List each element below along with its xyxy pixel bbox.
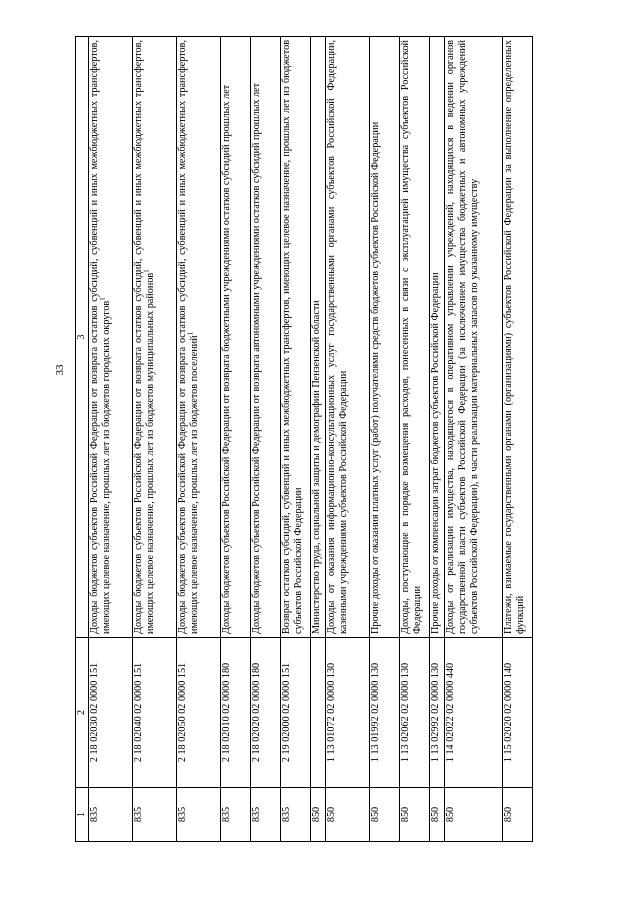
- revenue-codes-table: [75, 36, 533, 842]
- footnote-marker: 1: [142, 269, 151, 273]
- admin-code-cell: 835: [281, 788, 311, 842]
- description-text: Доходы бюджетов субъектов Российской Федерации от возврата остатков субсидий, субвенций и иных межбюджетных трансфертов, имеющих целевое назначение, прошлых лет из бюджетов поселений: [177, 40, 201, 634]
- budget-code-cell: 2 18 02030 02 0000 151: [89, 638, 133, 788]
- description-text: Прочие доходы от компенсации затрат бюджетов субъектов Российской Федерации: [430, 272, 441, 634]
- description-text: Платежи, взимаемые государственными органами (организациями) субъектов Российской Федерации за выполнение определенных функций: [503, 40, 527, 634]
- budget-code-cell: 2 19 02000 02 0000 151: [281, 638, 311, 788]
- table-row: [311, 37, 326, 842]
- admin-code-cell: 835: [221, 788, 251, 842]
- description-cell: [89, 37, 133, 638]
- table-row: [133, 37, 177, 842]
- budget-code-cell: 1 13 01992 02 0000 130: [370, 638, 400, 788]
- table-row: [251, 37, 281, 842]
- table-row: [503, 37, 533, 842]
- admin-code-cell: 835: [89, 788, 133, 842]
- admin-code-cell: 850: [311, 788, 326, 842]
- header-col-1: 1: [76, 788, 89, 842]
- table-row: [221, 37, 251, 842]
- admin-code-cell: 835: [251, 788, 281, 842]
- budget-code-cell: 1 15 02020 02 0000 140: [503, 638, 533, 788]
- admin-code-cell: 850: [430, 788, 445, 842]
- description-cell: [251, 37, 281, 638]
- table-row: [370, 37, 400, 842]
- budget-code-cell: 1 13 01072 02 0000 130: [326, 638, 370, 788]
- description-cell: [503, 37, 533, 638]
- description-text: Возврат остатков субсидий, субвенций и иных межбюджетных трансфертов, имеющих целевое назначение, прошлых лет из бюджетов субъектов Российской Федерации: [281, 40, 305, 634]
- admin-code-cell: 850: [370, 788, 400, 842]
- admin-code-cell: 850: [445, 788, 503, 842]
- description-text: Прочие доходы от оказания платных услуг (работ) получателями средств бюджетов субъектов Российской Федерации: [370, 121, 381, 634]
- description-text: Доходы бюджетов субъектов Российской Федерации от возврата автономными учреждениями остатков субсидий прошлых лет: [251, 82, 262, 634]
- description-text: Доходы бюджетов субъектов Российской Федерации от возврата бюджетными учреждениями остатков субсидий прошлых лет: [221, 84, 232, 634]
- table-row: [89, 37, 133, 842]
- header-col-2: 2: [76, 638, 89, 788]
- header-col-3: 3: [76, 37, 89, 638]
- description-cell: [221, 37, 251, 638]
- table-row: [430, 37, 445, 842]
- budget-code-cell: 1 13 02992 02 0000 130: [430, 638, 445, 788]
- table-row: [445, 37, 503, 842]
- budget-code-cell: [311, 638, 326, 788]
- budget-code-cell: 2 18 02010 02 0000 180: [221, 638, 251, 788]
- admin-code-cell: 835: [133, 788, 177, 842]
- description-cell: [370, 37, 400, 638]
- description-cell: [445, 37, 503, 638]
- budget-code-cell: 2 18 02040 02 0000 151: [133, 638, 177, 788]
- budget-code-cell: 1 13 02062 02 0000 130: [400, 638, 430, 788]
- description-cell: [133, 37, 177, 638]
- table-row: [177, 37, 221, 842]
- budget-code-cell: 2 18 02050 02 0000 151: [177, 638, 221, 788]
- rotated-table-wrapper: [75, 37, 563, 842]
- footnote-marker: 1: [186, 331, 195, 336]
- admin-code-cell: 850: [326, 788, 370, 842]
- admin-code-cell: 850: [503, 788, 533, 842]
- table-row: [281, 37, 311, 842]
- description-text: Доходы, поступающие в порядке возмещения расходов, понесенных в связи с эксплуатацией имущества субъектов Российской Федерации: [400, 40, 424, 634]
- description-cell: [311, 37, 326, 638]
- description-cell: [430, 37, 445, 638]
- budget-code-cell: 2 18 02020 02 0000 180: [251, 638, 281, 788]
- footnote-marker: 1: [98, 297, 107, 301]
- table-row: [400, 37, 430, 842]
- budget-code-cell: 1 14 02022 02 0000 440: [445, 638, 503, 788]
- table-row: [326, 37, 370, 842]
- table-header-row: [76, 37, 89, 842]
- description-text: Доходы бюджетов субъектов Российской Федерации от возврата остатков субсидий, субвенций и иных межбюджетных трансфертов, имеющих целевое назначение, прошлых лет из бюджетов городских округов: [89, 40, 113, 634]
- admin-code-cell: 835: [177, 788, 221, 842]
- page-number: 33: [54, 364, 66, 376]
- description-cell: [326, 37, 370, 638]
- description-text: Доходы от оказания информационно-консультационных услуг государственными органами субъектов Российской Федерации, казенными учреждениями субъектов Российской Федерации: [326, 40, 350, 634]
- description-text: Министерство труда, социальной защиты и демографии Пензенской области: [311, 300, 322, 634]
- description-cell: [281, 37, 311, 638]
- table-body: [89, 37, 533, 842]
- description-text: Доходы от реализации имущества, находящегося в оперативном управлении учреждений, находящихся в ведении органов государственной власти субъектов Российской Федерации (за исключением имущества бюджетных и автономных учреждений субъектов Российской Федерации), в части реализации материальных запасов по указанному имуществу: [445, 40, 481, 634]
- description-cell: [400, 37, 430, 638]
- description-text: Доходы бюджетов субъектов Российской Федерации от возврата остатков субсидий, субвенций и иных межбюджетных трансфертов, имеющих целевое назначение, прошлых лет из бюджетов муниципальных районов: [133, 40, 157, 634]
- description-cell: [177, 37, 221, 638]
- admin-code-cell: 850: [400, 788, 430, 842]
